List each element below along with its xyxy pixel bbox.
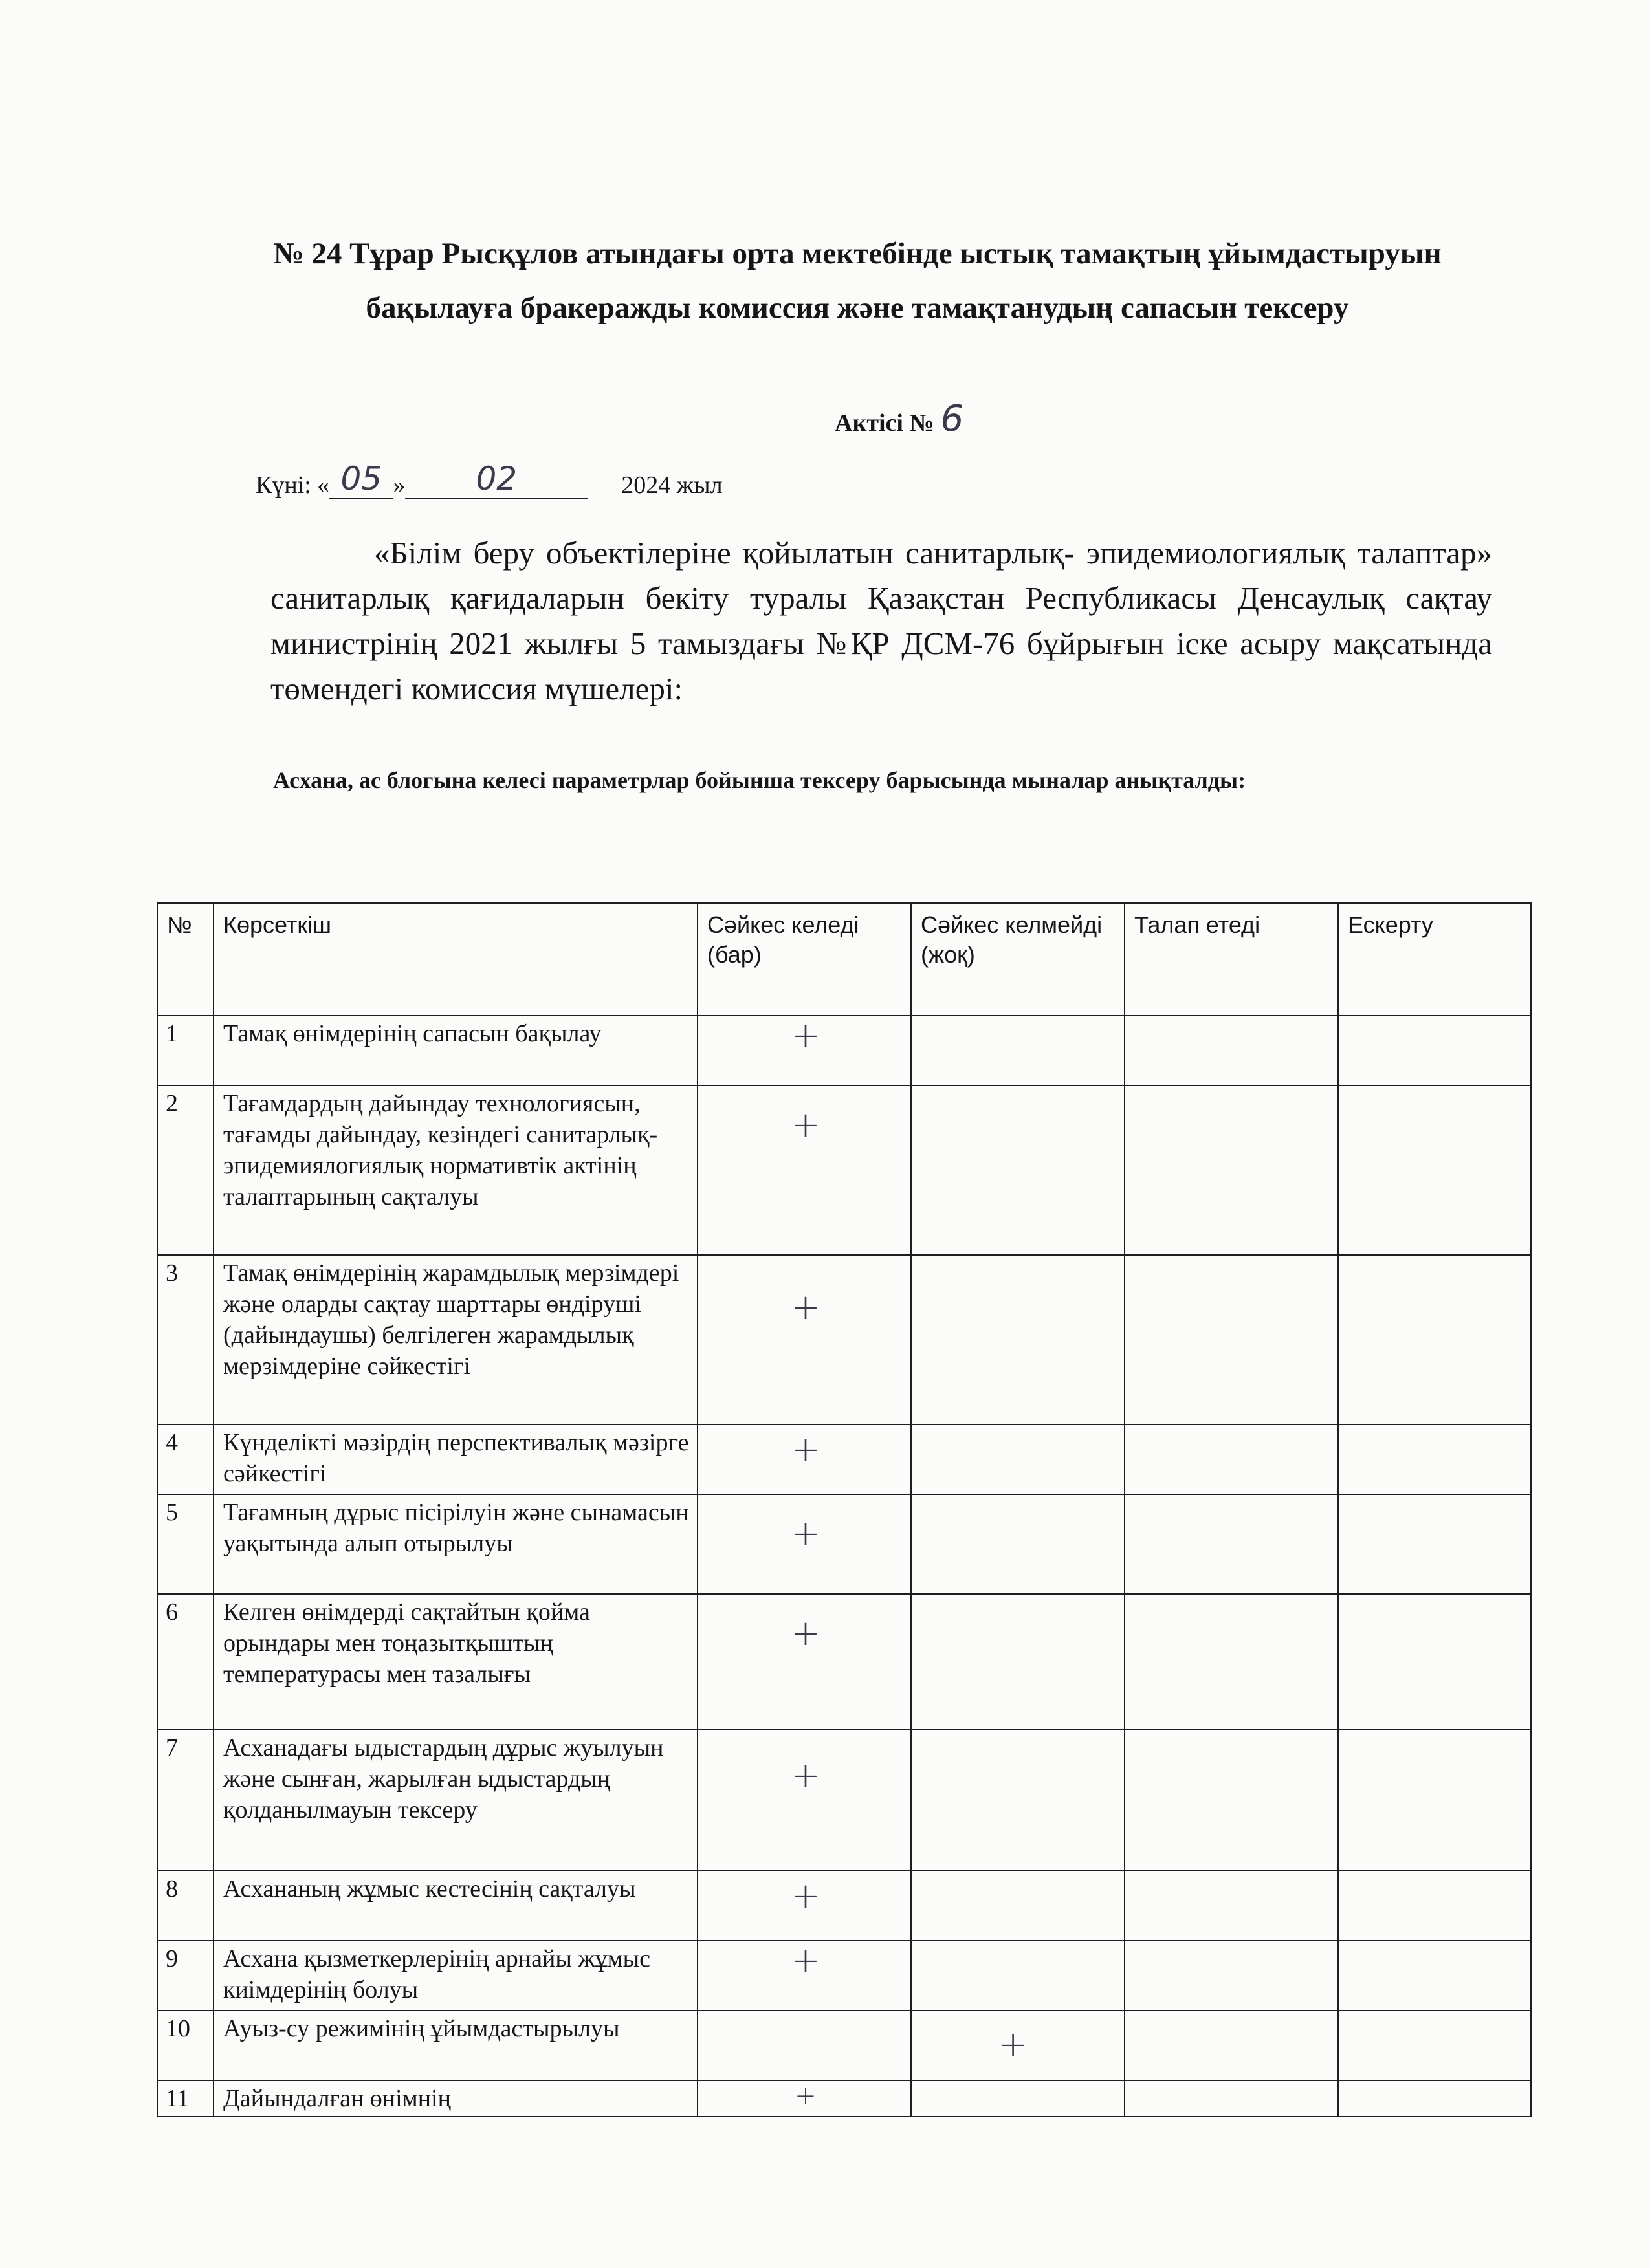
row-required-cell [1125,1424,1338,1494]
row-noncompliant-cell [911,1730,1125,1871]
table-row [157,1016,1531,1085]
table-row [157,1255,1531,1424]
date-close-quote: » [393,472,406,499]
header-required: Талап етеді [1125,903,1338,1016]
row-number: 10 [157,2011,214,2080]
table-row [157,1085,1531,1255]
row-noncompliant-mark: + [998,2024,1028,2065]
row-compliant-mark: + [791,1613,820,1653]
row-noncompliant-cell [911,1424,1125,1494]
row-compliant-cell [698,1941,911,2011]
row-number: 9 [157,1941,214,2011]
row-required-cell [1125,1941,1338,2011]
row-required-cell [1125,2080,1338,2117]
row-compliant-mark: + [791,1940,820,1981]
row-indicator: Тамақ өнімдерінің жарамдылық мерзімдері және оларды сақтау шарттары өндіруші (дайындаушы) белгілеген жарамдылық мерзімдеріне сәйкестігі [214,1255,698,1424]
row-note-cell [1338,1730,1531,1871]
row-indicator: Дайындалған өнімнің [214,2080,698,2117]
header-number: № [157,903,214,1016]
date-day-handwritten: 05 [340,460,382,497]
act-number-handwritten: 6 [940,398,964,440]
row-note-cell [1338,1941,1531,2011]
table-row [157,1941,1531,2011]
row-compliant-cell [698,2011,911,2080]
table-row [157,2080,1531,2117]
row-noncompliant-cell [911,1016,1125,1085]
row-required-cell [1125,1255,1338,1424]
header-note: Ескерту [1338,903,1531,1016]
row-noncompliant-cell [911,1594,1125,1730]
row-compliant-cell [698,1255,911,1424]
row-indicator: Келген өнімдерді сақтайтын қойма орындары мен тоңазытқыштың температурасы мен тазалығы [214,1594,698,1730]
row-noncompliant-cell [911,1494,1125,1594]
date-year: 2024 жыл [621,472,723,499]
row-note-cell [1338,1871,1531,1941]
row-note-cell [1338,1494,1531,1594]
row-note-cell [1338,1255,1531,1424]
row-noncompliant-cell [911,1871,1125,1941]
row-number: 1 [157,1016,214,1085]
row-indicator: Асханадағы ыдыстардың дұрыс жуылуын және сынған, жарылған ыдыстардың қолданылмауын тексеру [214,1730,698,1871]
row-indicator: Асхананың жұмыс кестесінің сақталуы [214,1871,698,1941]
row-compliant-cell [698,1424,911,1494]
row-note-cell [1338,2080,1531,2117]
row-compliant-mark: + [791,1875,820,1916]
row-required-cell [1125,2011,1338,2080]
row-number: 3 [157,1255,214,1424]
row-note-cell [1338,2011,1531,2080]
date-label: Күні: [256,472,311,499]
header-indicator: Көрсеткіш [214,903,698,1016]
row-compliant-cell [698,1871,911,1941]
row-compliant-cell [698,1594,911,1730]
row-compliant-mark: + [791,1513,820,1554]
row-number: 5 [157,1494,214,1594]
date-month-handwritten: 02 [476,460,518,497]
row-noncompliant-cell [911,2080,1125,2117]
row-compliant-mark: + [791,1287,820,1327]
row-noncompliant-cell [911,2011,1125,2080]
row-required-cell [1125,1085,1338,1255]
table-row [157,1494,1531,1594]
table-row [157,1424,1531,1494]
date-line [256,460,903,499]
document-title: № 24 Тұрар Рысқұлов атындағы орта мектебінде ыстық тамақтың ұйымдастыруын бақылауға бракеражды комиссия және тамақтанудың сапасын тексеру [273,237,1442,325]
table-row [157,1594,1531,1730]
section-subheading: Асхана, ас блогына келесі параметрлар бойынша тексеру барысында мыналар анықталды: [273,767,1246,793]
table-row [157,2011,1531,2080]
row-indicator: Тағамдардың дайындау технологиясын, тағамды дайындау, кезіндегі санитарлық-эпидемиялогиялық нормативтік актінің талаптарының сақталуы [214,1085,698,1255]
row-compliant-mark: + [795,2081,817,2111]
row-compliant-cell [698,2080,911,2117]
header-noncompliant: Сәйкес келмейді (жоқ) [911,903,1125,1016]
row-noncompliant-cell [911,1941,1125,2011]
row-indicator: Асхана қызметкерлерінің арнайы жұмыс киімдерінің болуы [214,1941,698,2011]
row-number: 6 [157,1594,214,1730]
row-compliant-mark: + [791,1104,820,1145]
row-indicator: Тағамның дұрыс пісірілуін және сынамасын уақытында алып отырылуы [214,1494,698,1594]
row-required-cell [1125,1494,1338,1594]
date-month-field [405,460,588,499]
header-compliant: Сәйкес келеді (бар) [698,903,911,1016]
row-number: 2 [157,1085,214,1255]
date-day-field [329,460,393,499]
act-number-line [835,398,1158,440]
act-label: Актісі № [835,409,934,437]
row-number: 7 [157,1730,214,1871]
row-number: 8 [157,1871,214,1941]
row-compliant-cell [698,1085,911,1255]
table-header-row [157,903,1531,1016]
row-compliant-cell [698,1494,911,1594]
table-row [157,1871,1531,1941]
table-row [157,1730,1531,1871]
row-compliant-mark: + [791,1015,820,1056]
row-compliant-cell [698,1016,911,1085]
inspection-table [157,902,1532,2117]
row-note-cell [1338,1085,1531,1255]
row-required-cell [1125,1016,1338,1085]
row-compliant-mark: + [791,1755,820,1796]
row-required-cell [1125,1730,1338,1871]
row-note-cell [1338,1016,1531,1085]
date-open-quote: « [317,472,330,499]
row-noncompliant-cell [911,1085,1125,1255]
row-noncompliant-cell [911,1255,1125,1424]
row-note-cell [1338,1424,1531,1494]
row-indicator: Тамақ өнімдерінің сапасын бақылау [214,1016,698,1085]
intro-paragraph: «Білім беру объектілеріне қойылатын санитарлық- эпидемиологиялық талаптар» санитарлық қағидаларын бекіту туралы Қазақстан Республикасы Денсаулық сақтау министрінің 2021 жылғы 5 тамыздағы №ҚР ДСМ-76 бұйрығын іске асыру мақсатында төмендегі комиссия мүшелері: [270,535,1492,706]
row-number: 11 [157,2080,214,2117]
row-indicator: Ауыз-су режимінің ұйымдастырылуы [214,2011,698,2080]
row-required-cell [1125,1871,1338,1941]
row-required-cell [1125,1594,1338,1730]
row-number: 4 [157,1424,214,1494]
row-compliant-mark: + [791,1429,820,1470]
row-indicator: Күнделікті мәзірдің перспективалық мәзірге сәйкестігі [214,1424,698,1494]
row-compliant-cell [698,1730,911,1871]
row-note-cell [1338,1594,1531,1730]
